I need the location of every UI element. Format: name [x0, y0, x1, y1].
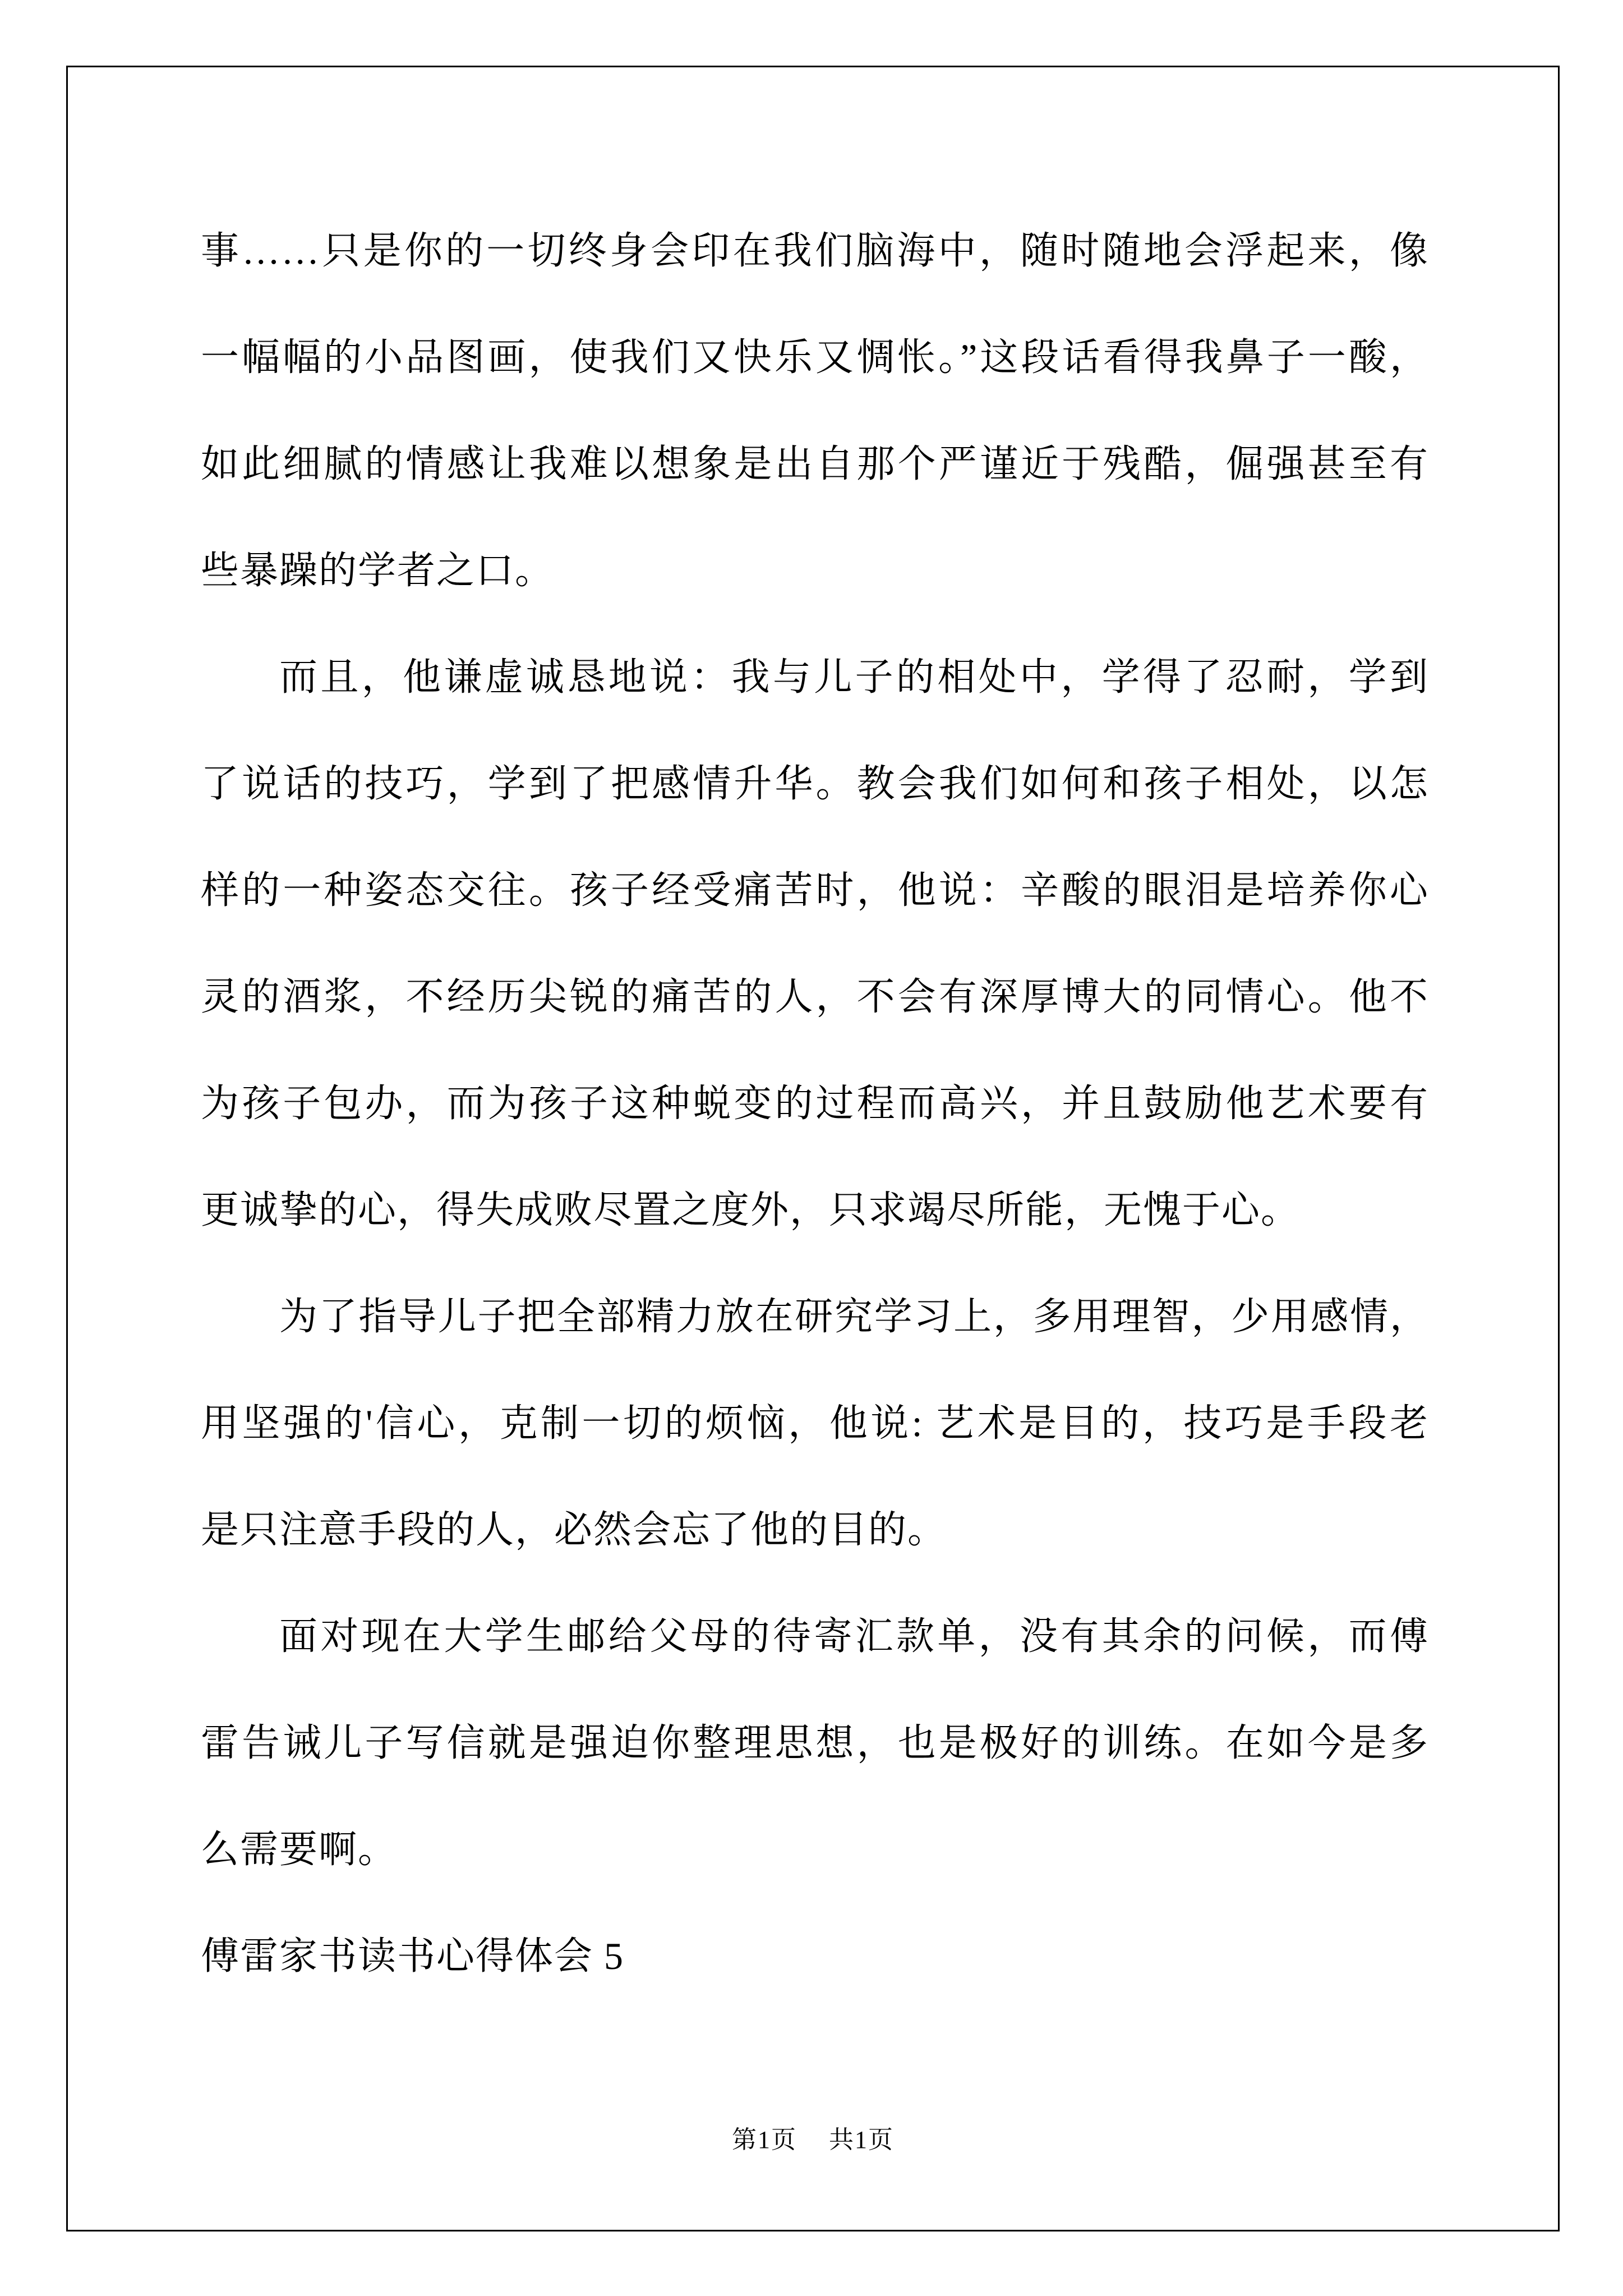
text-line: 灵的酒浆，不经历尖锐的痛苦的人，不会有深厚博大的同情心。他不 [201, 976, 1429, 1018]
text-line: 而且，他谦虚诚恳地说：我与儿子的相处中，学得了忍耐，学到 [279, 656, 1429, 698]
text-line: 一幅幅的小品图画，使我们又快乐又惆怅。”这段话看得我鼻子一酸， [201, 336, 1429, 379]
text-line: 样的一种姿态交往。孩子经受痛苦时，他说：辛酸的眼泪是培养你心 [201, 869, 1429, 912]
text-line: 用坚强的'信心，克制一切的烦恼，他说: 艺术是目的，技巧是手段老 [201, 1402, 1429, 1444]
text-line: 为了指导儿子把全部精力放在研究学习上，多用理智，少用感情， [279, 1295, 1429, 1338]
text-line: 如此细腻的情感让我难以想象是出自那个严谨近于残酷，倔强甚至有 [201, 443, 1429, 485]
paragraph [201, 624, 1429, 1263]
text-line: 雷告诫儿子写信就是强迫你整理思想，也是极好的训练。在如今是多 [201, 1722, 1429, 1764]
text-line: 更诚挚的心，得失成败尽置之度外，只求竭尽所能，无愧于心。 [201, 1189, 1301, 1231]
page-count: 共1页 [829, 2126, 894, 2154]
page-number: 第1页 [732, 2126, 797, 2154]
document-body [201, 197, 1429, 2009]
text-line: 为孩子包办，而为孩子这种蜕变的过程而高兴，并且鼓励他艺术要有 [201, 1082, 1429, 1125]
text-line: 些暴躁的学者之口。 [201, 549, 555, 592]
text-line: 傅雷家书读书心得体会 5 [201, 1935, 625, 1977]
paragraph [201, 1903, 1429, 2009]
text-line: 是只注意手段的人，必然会忘了他的目的。 [201, 1508, 947, 1551]
text-line: 了说话的技巧，学到了把感情升华。教会我们如何和孩子相处，以怎 [201, 762, 1429, 805]
paragraph [201, 197, 1429, 624]
text-line: 事……只是你的一切终身会印在我们脑海中，随时随地会浮起来，像 [201, 229, 1429, 272]
page-footer [66, 2118, 1560, 2162]
paragraph [201, 1263, 1429, 1583]
text-line: 么需要啊。 [201, 1828, 398, 1871]
paragraph [201, 1583, 1429, 1903]
text-line: 面对现在大学生邮给父母的待寄汇款单，没有其余的问候，而傅 [279, 1615, 1429, 1658]
